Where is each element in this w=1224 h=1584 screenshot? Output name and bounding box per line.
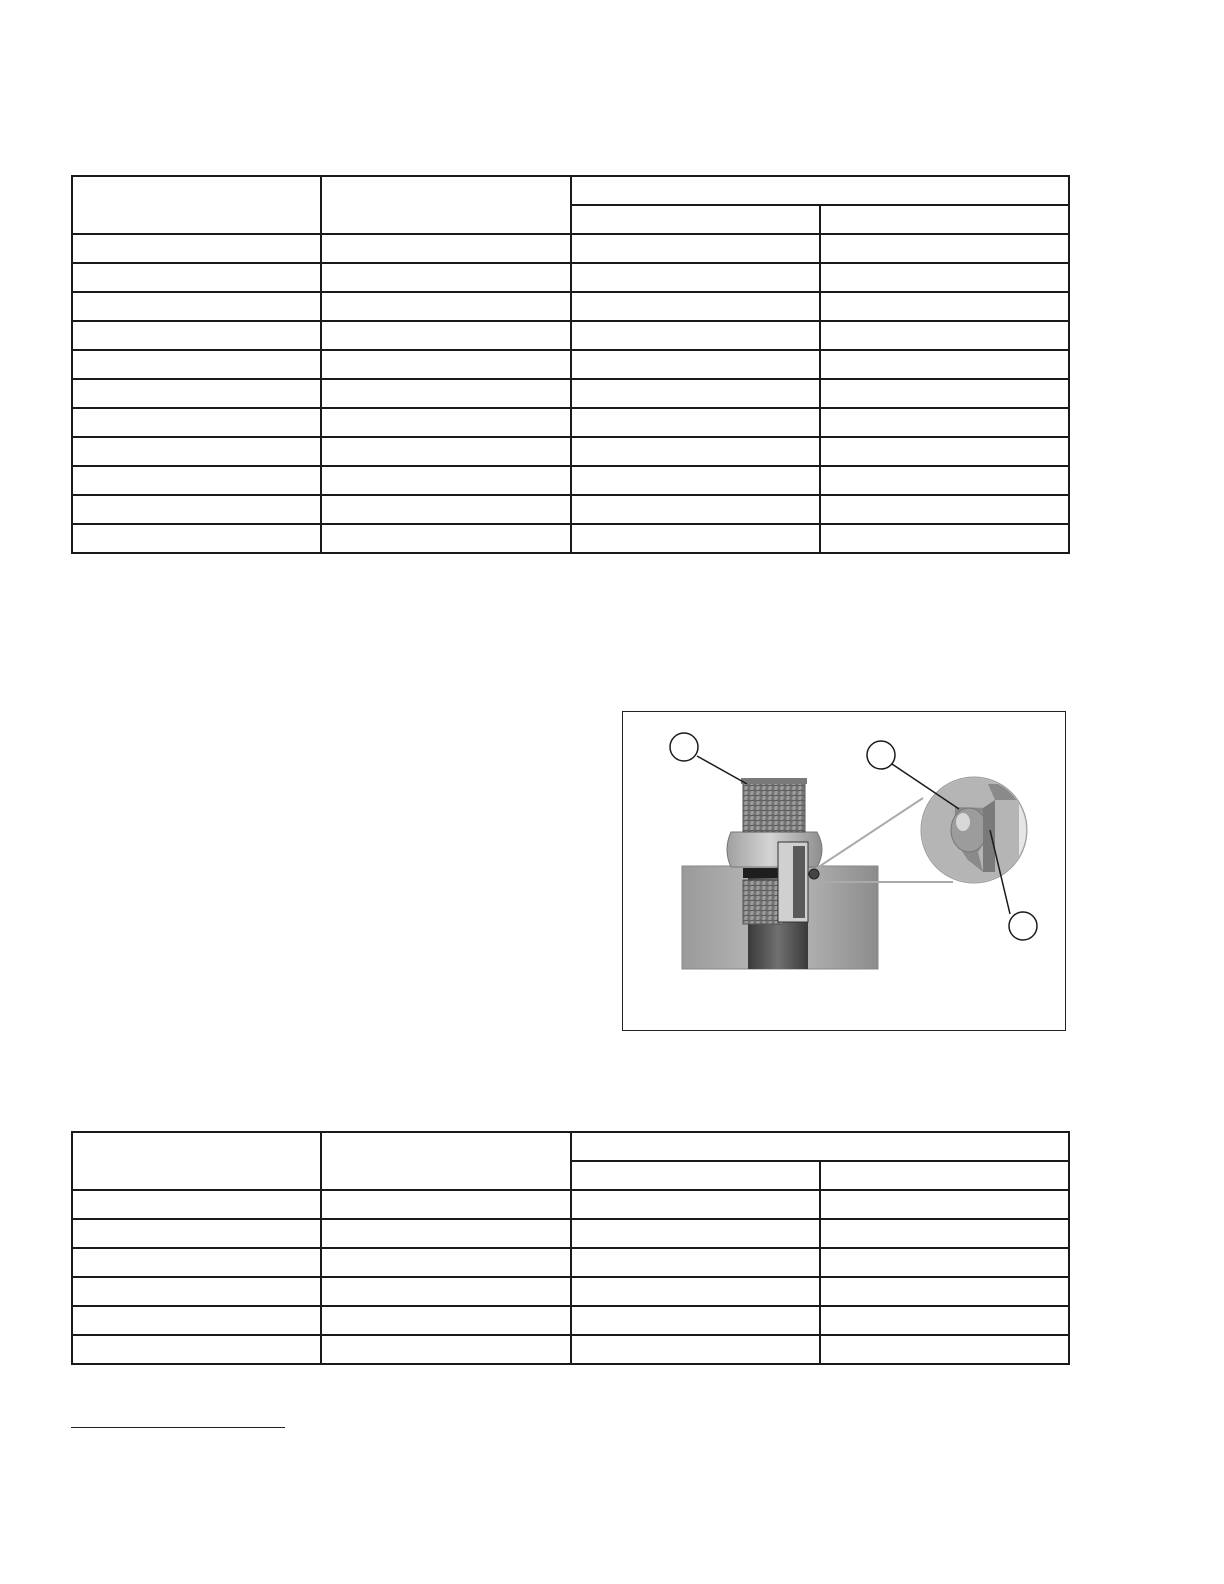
- header-row: [72, 176, 1069, 205]
- header-cell: [321, 1132, 570, 1190]
- table-cell: [820, 234, 1069, 263]
- table-cell: [820, 466, 1069, 495]
- callout-3: [1009, 912, 1037, 940]
- table-cell: [571, 495, 820, 524]
- table-cell: [820, 1277, 1069, 1306]
- table-row: [72, 1190, 1069, 1219]
- table-cell: [321, 379, 570, 408]
- table-cell: [321, 1277, 570, 1306]
- table-cell: [72, 1277, 321, 1306]
- table-row: [72, 292, 1069, 321]
- table-cell: [571, 524, 820, 553]
- table-cell: [321, 524, 570, 553]
- table-cell: [72, 1335, 321, 1364]
- table-row: [72, 437, 1069, 466]
- table-cell: [321, 263, 570, 292]
- table-cell: [72, 234, 321, 263]
- spec-table-body: [72, 1132, 1069, 1364]
- table-cell: [820, 1219, 1069, 1248]
- table-cell: [571, 1190, 820, 1219]
- callout-1: [670, 733, 698, 761]
- header-row: [72, 1132, 1069, 1161]
- table-cell: [72, 524, 321, 553]
- table-cell: [571, 1335, 820, 1364]
- table-cell: [820, 1306, 1069, 1335]
- fitting-thread: [743, 782, 805, 832]
- fitting-diagram: [623, 712, 1067, 1032]
- callout-2: [867, 741, 895, 769]
- header-cell: [571, 1132, 1070, 1161]
- table-row: [72, 350, 1069, 379]
- table-cell: [321, 1219, 570, 1248]
- table-cell: [820, 292, 1069, 321]
- header-cell: [72, 176, 321, 234]
- subheader-cell: [820, 1161, 1069, 1190]
- table-cell: [820, 379, 1069, 408]
- header-cell: [72, 1132, 321, 1190]
- table-cell: [72, 1190, 321, 1219]
- table-cell: [571, 350, 820, 379]
- subheader-cell: [820, 205, 1069, 234]
- table-row: [72, 524, 1069, 553]
- table-row: [72, 1277, 1069, 1306]
- table-cell: [820, 495, 1069, 524]
- table-row: [72, 234, 1069, 263]
- table-cell: [820, 1335, 1069, 1364]
- table-cell: [820, 437, 1069, 466]
- table-cell: [321, 234, 570, 263]
- table-cell: [571, 321, 820, 350]
- table-cell: [571, 408, 820, 437]
- table-cell: [571, 234, 820, 263]
- table-cell: [571, 1248, 820, 1277]
- table-cell: [72, 1248, 321, 1277]
- header-cell: [571, 176, 1070, 205]
- table-cell: [321, 1306, 570, 1335]
- spec-table-top: [71, 175, 1070, 554]
- table-cell: [571, 1277, 820, 1306]
- table-cell: [321, 1190, 570, 1219]
- table-row: [72, 466, 1069, 495]
- table-row: [72, 1248, 1069, 1277]
- table-cell: [72, 1219, 321, 1248]
- subheader-cell: [571, 205, 820, 234]
- table-cell: [820, 350, 1069, 379]
- table-cell: [820, 408, 1069, 437]
- table-cell: [72, 1306, 321, 1335]
- table-cell: [321, 437, 570, 466]
- table-row: [72, 1306, 1069, 1335]
- table-cell: [321, 408, 570, 437]
- table-cell: [820, 524, 1069, 553]
- table-cell: [321, 292, 570, 321]
- table-cell: [72, 321, 321, 350]
- table-cell: [571, 466, 820, 495]
- table-cell: [571, 1306, 820, 1335]
- table-cell: [72, 495, 321, 524]
- table-cell: [72, 292, 321, 321]
- subheader-cell: [571, 1161, 820, 1190]
- table-row: [72, 408, 1069, 437]
- table-row: [72, 379, 1069, 408]
- table-cell: [571, 437, 820, 466]
- fitting-illustration: [622, 711, 1066, 1031]
- table-cell: [72, 263, 321, 292]
- spec-table-bottom: [71, 1131, 1070, 1365]
- table-row: [72, 1219, 1069, 1248]
- table-row: [72, 1335, 1069, 1364]
- header-cell: [321, 176, 570, 234]
- table-cell: [571, 379, 820, 408]
- table-row: [72, 321, 1069, 350]
- footnote-rule: [71, 1427, 285, 1428]
- table-cell: [571, 1219, 820, 1248]
- table-cell: [820, 321, 1069, 350]
- table-row: [72, 263, 1069, 292]
- table-cell: [820, 1190, 1069, 1219]
- table-cell: [321, 466, 570, 495]
- table-cell: [72, 379, 321, 408]
- table-cell: [321, 495, 570, 524]
- table-cell: [321, 321, 570, 350]
- table-cell: [820, 263, 1069, 292]
- table-cell: [72, 466, 321, 495]
- spec-table-body: [72, 176, 1069, 553]
- table-cell: [321, 1335, 570, 1364]
- table-cell: [820, 1248, 1069, 1277]
- table-row: [72, 495, 1069, 524]
- table-cell: [321, 1248, 570, 1277]
- table-cell: [72, 408, 321, 437]
- table-cell: [571, 292, 820, 321]
- table-cell: [321, 350, 570, 379]
- table-cell: [571, 263, 820, 292]
- table-cell: [72, 350, 321, 379]
- table-cell: [72, 437, 321, 466]
